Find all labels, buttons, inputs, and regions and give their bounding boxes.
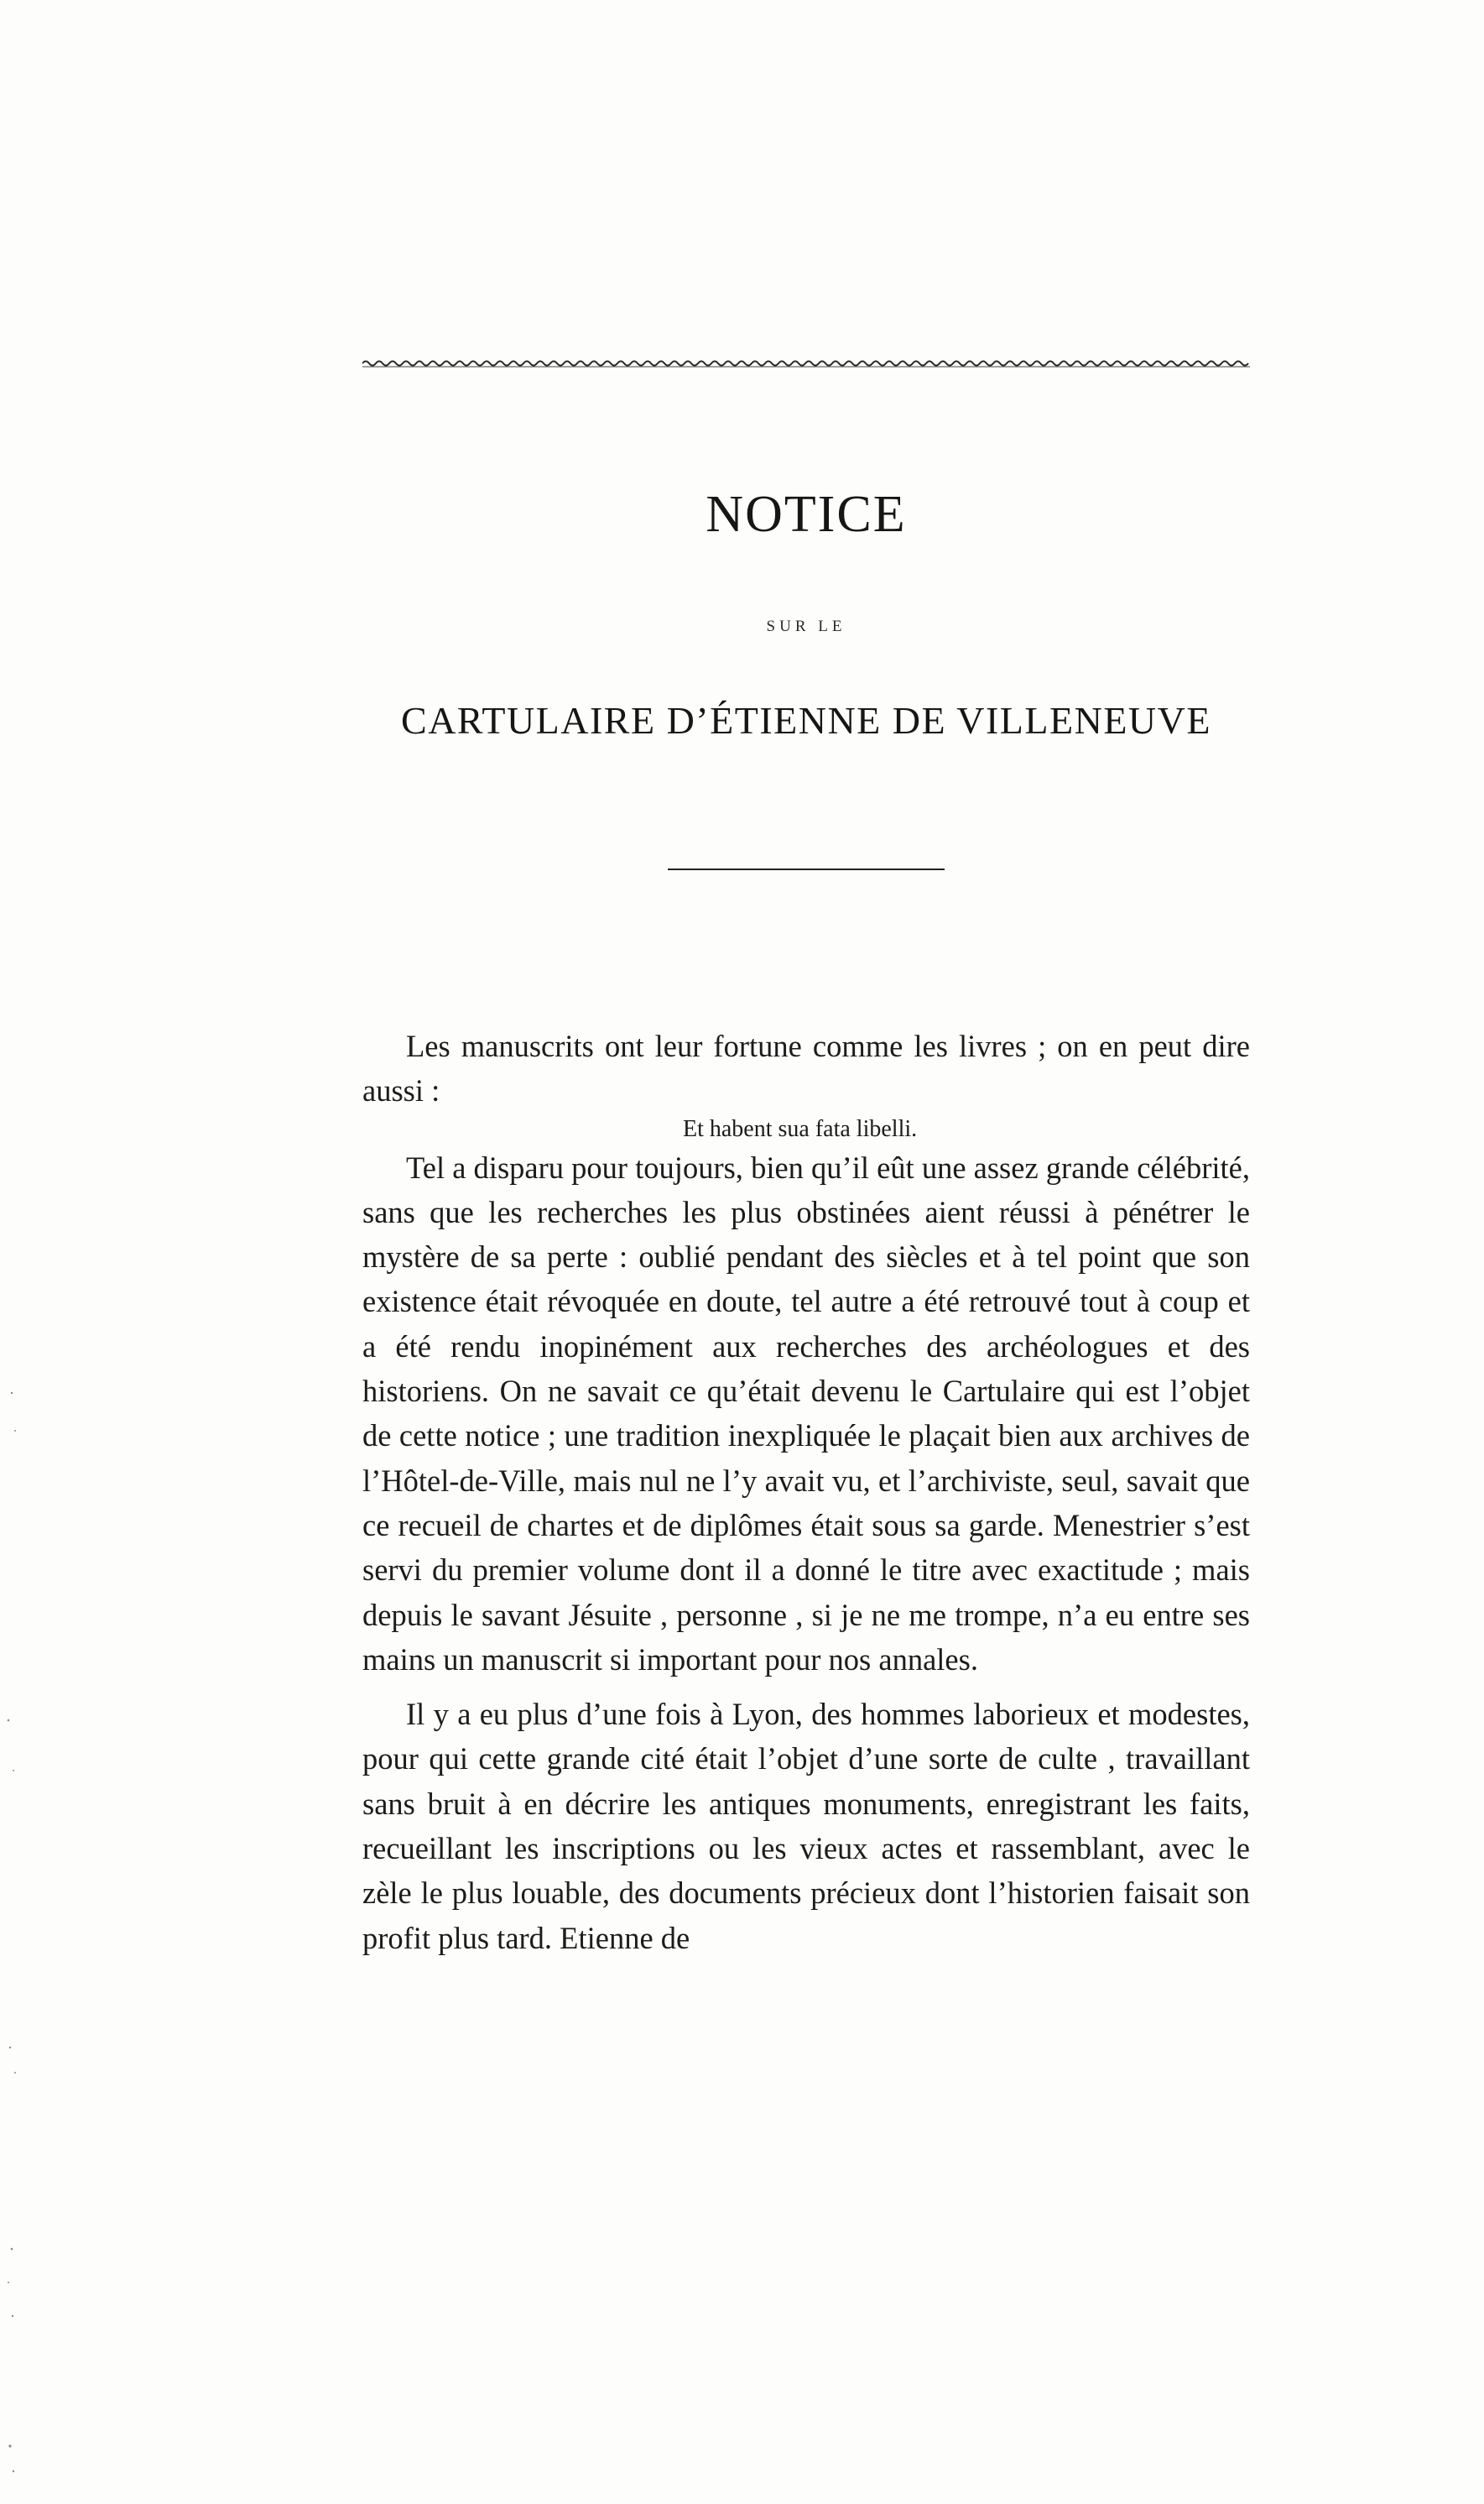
paragraph-2: Tel a disparu pour toujours, bien qu’il eût une assez grande célébrité, sans que les recherches les plus obstinées aient réussi à pénétrer le mystère de sa perte : oublié pendant des siècles et à tel point que son existence était révoquée en doute, tel autre a été retrouvé tout à coup et a été rendu inopinément aux recherches des archéologues et des historiens. On ne savait ce qu’était devenu le Cartulaire qui est l’objet de cette notice ; une tradition inexpliquée le plaçait bien aux archives de l’Hôtel-de-Ville, mais nul ne l’y avait vu, et l’archiviste, seul, savait que ce recueil de chartes et de diplômes était sous sa garde. Menestrier s’est servi du premier volume dont il a donné le titre avec exactitude ; mais depuis le savant Jésuite , personne , si je ne me trompe, n’a eu entre ses mains un manuscrit si important pour nos annales. (362, 1150, 1250, 1677)
paragraph-1: Les manuscrits ont leur fortune comme les livres ; on en peut dire aussi : (362, 1029, 1250, 1109)
title-connector: SUR LE (766, 618, 846, 635)
scan-margin-specks (0, 0, 50, 2504)
page-subtitle: CARTULAIRE D’ÉTIENNE DE VILLENEUVE (401, 699, 1211, 742)
latin-quote: Et habent sua fata libelli. (683, 1115, 918, 1142)
section-divider (668, 869, 945, 870)
page-title: NOTICE (706, 486, 907, 543)
paragraph-3: Il y a eu plus d’une fois à Lyon, des hommes laborieux et modestes, pour qui cette grande cité était l’objet d’une sorte de culte , travaillant sans bruit à en décrire les antiques monuments, enregistrant les faits, recueillant les inscriptions ou les vieux actes et rassemblant, avec le zèle le plus louable, des documents précieux dont l’historien faisait son profit plus tard. Etienne de (362, 1697, 1250, 1955)
body-text (362, 1024, 1250, 1960)
top-ornamental-rule (362, 357, 1250, 369)
